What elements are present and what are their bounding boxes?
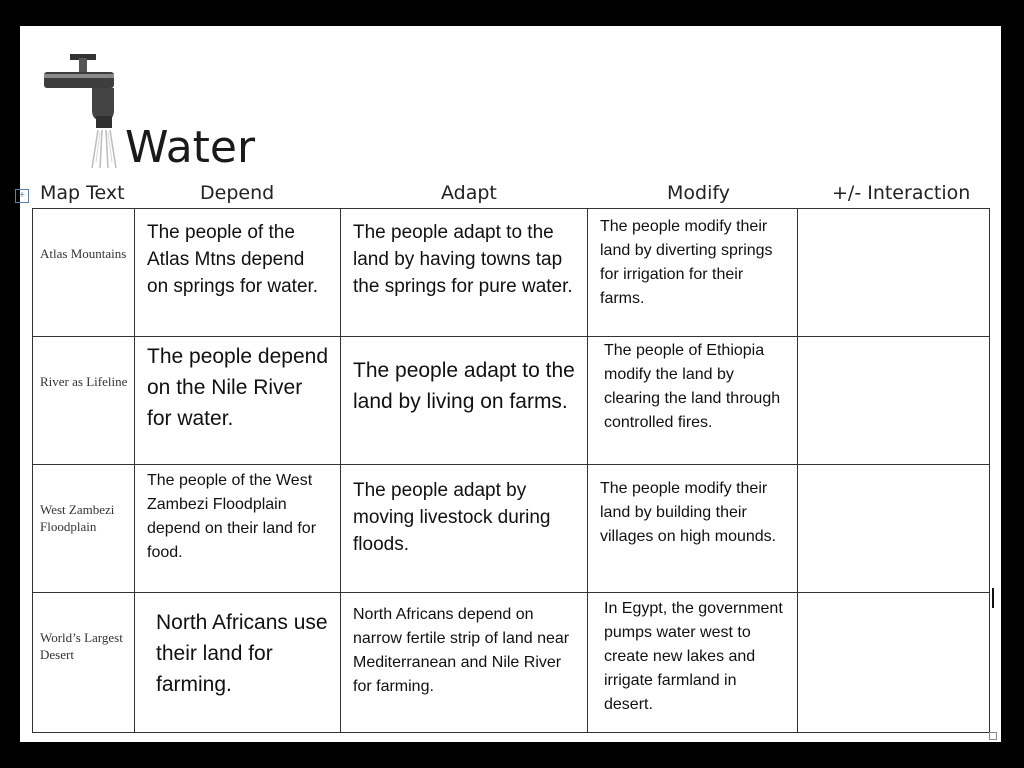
adapt-cell[interactable]: [341, 465, 588, 593]
modify-cell[interactable]: [588, 465, 798, 593]
adapt-cell[interactable]: [341, 209, 588, 337]
label-cell: [33, 209, 135, 337]
adapt-cell[interactable]: [341, 593, 588, 733]
depend-text: The people of the West Zambezi Floodplain depend on their land for food.: [147, 472, 317, 561]
row-label: River as Lifeline: [40, 374, 128, 389]
header-modify: Modify: [667, 182, 730, 204]
adapt-text: North Africans depend on narrow fertile strip of land near Mediterranean and Nile River for farming.: [353, 606, 570, 695]
row-label: Atlas Mountains: [40, 246, 127, 261]
table-row: [33, 209, 990, 337]
text-cursor-mark: [992, 588, 994, 608]
modify-cell[interactable]: [588, 209, 798, 337]
interaction-cell[interactable]: [798, 465, 990, 593]
modify-cell[interactable]: [588, 593, 798, 733]
modify-text: The people modify their land by building their villages on high mounds.: [600, 480, 777, 545]
header-map-text: Map Text: [40, 182, 125, 204]
depend-cell[interactable]: [135, 593, 341, 733]
adapt-cell[interactable]: [341, 337, 588, 465]
move-handle-icon[interactable]: +: [15, 189, 29, 203]
modify-text: In Egypt, the government pumps water west to create new lakes and irrigate farmland in desert.: [604, 600, 783, 713]
modify-text: The people of Ethiopia modify the land by clearing the land through controlled fires.: [604, 342, 781, 431]
worksheet-page: [20, 26, 1001, 742]
modify-text: The people modify their land by diverting springs for irrigation for their farms.: [600, 218, 773, 307]
modify-cell[interactable]: [588, 337, 798, 465]
row-label: West Zambezi Floodplain: [40, 502, 115, 534]
depend-cell[interactable]: [135, 337, 341, 465]
interaction-text: [798, 209, 989, 219]
adapt-text: The people adapt by moving livestock during floods.: [353, 480, 551, 555]
table-row: [33, 593, 990, 733]
header-depend: Depend: [200, 182, 275, 204]
adapt-text: The people adapt to the land by having towns tap the springs for pure water.: [353, 222, 573, 297]
depend-cell[interactable]: [135, 209, 341, 337]
adapt-text: The people adapt to the land by living on farms.: [353, 359, 575, 413]
interaction-text: [798, 465, 989, 475]
header-interaction: +/- Interaction: [832, 182, 971, 204]
interaction-text: [798, 593, 989, 603]
label-cell: [33, 337, 135, 465]
depend-text: North Africans use their land for farming.: [156, 611, 328, 696]
depend-text: The people of the Atlas Mtns depend on springs for water.: [147, 222, 319, 297]
interaction-text: [798, 337, 989, 347]
label-cell: [33, 593, 135, 733]
interaction-table: [32, 208, 990, 733]
header-adapt: Adapt: [441, 182, 497, 204]
interaction-cell[interactable]: [798, 209, 990, 337]
table-row: [33, 465, 990, 593]
depend-cell[interactable]: [135, 465, 341, 593]
table-row: [33, 337, 990, 465]
table-header-row: [20, 182, 1001, 210]
depend-text: The people depend on the Nile River for water.: [147, 345, 328, 430]
interaction-cell[interactable]: [798, 337, 990, 465]
interaction-cell[interactable]: [798, 593, 990, 733]
table-resize-handle[interactable]: [989, 732, 997, 740]
page-title: Water: [125, 122, 256, 173]
row-label: World’s Largest Desert: [40, 630, 123, 662]
label-cell: [33, 465, 135, 593]
